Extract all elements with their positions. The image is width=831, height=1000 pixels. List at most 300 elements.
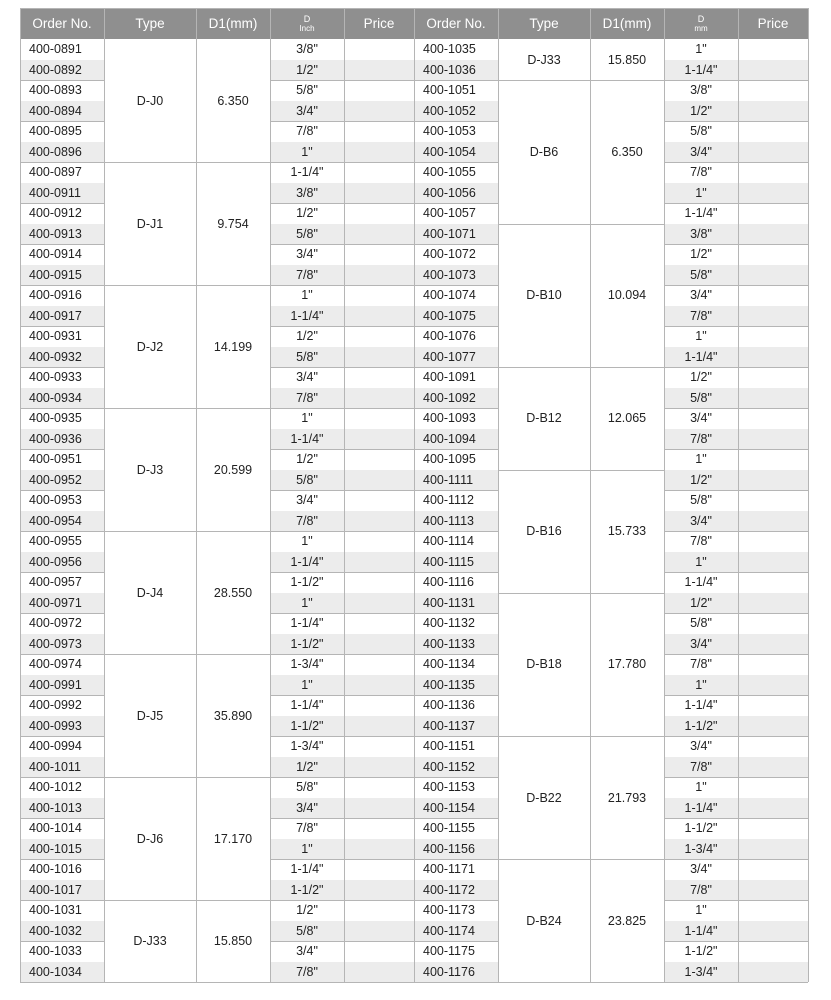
price-cell (738, 265, 808, 286)
order-number-cell: 400-1075 (414, 306, 498, 327)
order-number-cell: 400-0955 (29, 534, 82, 549)
price-cell (738, 777, 808, 798)
price-cell (738, 531, 808, 552)
grid-line (414, 8, 808, 9)
d1-cell: 15.850 (213, 934, 253, 948)
size-cell: 1" (664, 183, 738, 204)
grid-line (104, 982, 270, 983)
order-number-cell: 400-1133 (414, 634, 498, 655)
size-cell: 1" (695, 329, 707, 344)
size-cell: 3/4" (296, 247, 318, 262)
order-number-cell: 400-0974 (29, 657, 82, 672)
size-cell: 1/2" (664, 101, 738, 122)
size-cell: 1/2" (664, 470, 738, 491)
price-cell (344, 634, 414, 655)
grid-line (20, 982, 104, 983)
size-cell: 5/8" (270, 224, 344, 245)
size-cell: 7/8" (690, 534, 712, 549)
order-number-cell: 400-1052 (414, 101, 498, 122)
size-cell: 1-1/4" (684, 698, 718, 713)
price-cell (344, 593, 414, 614)
price-cell (344, 347, 414, 368)
d1-cell: 12.065 (607, 411, 647, 426)
d1-cell: 21.793 (607, 790, 647, 805)
order-number-cell: 400-0911 (20, 183, 104, 204)
order-number-cell: 400-1136 (423, 698, 475, 713)
order-number-cell: 400-1036 (414, 60, 498, 81)
d1-cell: 17.780 (607, 657, 647, 672)
order-number-cell: 400-1176 (414, 962, 498, 983)
d1-cell: 14.199 (213, 339, 253, 354)
size-cell: 1-1/2" (664, 716, 738, 737)
grid-line (738, 8, 739, 982)
order-number-cell: 400-1074 (423, 288, 476, 303)
price-cell (738, 839, 808, 860)
order-number-cell: 400-1095 (423, 452, 476, 467)
grid-line (270, 982, 414, 983)
header-d1: D1(mm) (196, 8, 270, 39)
size-cell: 7/8" (664, 429, 738, 450)
price-cell (738, 675, 808, 696)
type-cell: D-B18 (526, 657, 562, 672)
size-cell: 7/8" (664, 306, 738, 327)
size-cell: 3/4" (664, 142, 738, 163)
price-cell (344, 183, 414, 204)
order-number-cell: 400-1017 (20, 880, 104, 901)
price-cell (738, 818, 808, 839)
size-cell: 3/4" (270, 101, 344, 122)
order-number-cell: 400-0956 (20, 552, 104, 573)
price-cell (738, 429, 808, 450)
size-cell: 1-3/4" (664, 962, 738, 983)
price-cell (738, 60, 808, 81)
price-cell (738, 613, 808, 634)
size-cell: 1/2" (296, 903, 318, 918)
type-cell: D-J6 (136, 831, 164, 846)
price-cell (344, 265, 414, 286)
order-number-cell: 400-0893 (29, 83, 82, 98)
price-cell (344, 142, 414, 163)
order-number-cell: 400-0957 (29, 575, 82, 590)
size-cell: 1" (270, 142, 344, 163)
order-number-cell: 400-0916 (29, 288, 82, 303)
order-number-cell: 400-0895 (29, 124, 82, 139)
order-number-cell: 400-1137 (414, 716, 498, 737)
price-cell (344, 798, 414, 819)
order-number-cell: 400-0934 (20, 388, 104, 409)
type-cell: D-B10 (526, 288, 562, 303)
order-number-cell: 400-0935 (29, 411, 82, 426)
size-cell: 5/8" (270, 347, 344, 368)
order-number-cell: 400-1072 (423, 247, 476, 262)
price-cell (344, 60, 414, 81)
size-cell: 3/4" (296, 370, 318, 385)
size-cell: 1" (270, 839, 344, 860)
price-cell (344, 203, 414, 224)
size-cell: 1" (664, 552, 738, 573)
grid-line (414, 982, 498, 983)
price-cell (738, 962, 808, 983)
size-cell: 3/4" (664, 511, 738, 532)
price-cell (344, 224, 414, 245)
size-cell: 1-3/4" (290, 657, 324, 672)
size-cell: 1/2" (296, 329, 318, 344)
price-cell (738, 470, 808, 491)
d1-cell: 15.850 (607, 52, 647, 67)
order-number-cell: 400-0992 (29, 698, 82, 713)
order-number-cell: 400-0994 (29, 739, 82, 754)
header-type: Type (498, 8, 590, 39)
price-cell (344, 962, 414, 983)
price-cell (738, 572, 808, 593)
size-cell: 5/8" (270, 470, 344, 491)
price-cell (344, 470, 414, 491)
size-cell: 1" (695, 452, 707, 467)
price-cell (344, 900, 414, 921)
order-number-cell: 400-0933 (29, 370, 82, 385)
order-number-cell: 400-0915 (20, 265, 104, 286)
size-cell: 1-1/2" (270, 634, 344, 655)
price-cell (738, 285, 808, 306)
price-cell (344, 162, 414, 183)
price-cell (344, 654, 414, 675)
type-cell: D-B22 (526, 790, 562, 805)
order-number-cell: 400-1152 (414, 757, 498, 778)
order-number-cell: 400-1114 (423, 534, 474, 549)
size-cell: 1" (270, 593, 344, 614)
order-number-cell: 400-1132 (423, 616, 475, 631)
order-number-cell: 400-0954 (20, 511, 104, 532)
size-cell: 1-1/4" (664, 798, 738, 819)
price-cell (344, 306, 414, 327)
grid-line (104, 8, 105, 982)
order-number-cell: 400-0891 (29, 42, 82, 57)
size-cell: 1-1/4" (684, 206, 718, 221)
type-cell: D-B16 (526, 524, 562, 538)
size-cell: 1" (695, 42, 707, 57)
price-cell (738, 593, 808, 614)
order-number-cell: 400-1156 (414, 839, 498, 860)
size-cell: 3/4" (296, 944, 318, 959)
type-cell: D-B6 (529, 144, 559, 159)
header-d-size (270, 8, 344, 39)
price-cell (344, 326, 414, 347)
price-cell (344, 859, 414, 880)
size-cell: 3/8" (270, 183, 344, 204)
order-number-cell: 400-0953 (29, 493, 82, 508)
price-cell (738, 408, 808, 429)
price-cell (344, 80, 414, 101)
size-cell: 7/8" (270, 962, 344, 983)
size-cell: 1-1/2" (684, 944, 718, 959)
size-cell: 1" (695, 780, 707, 795)
order-number-cell: 400-1014 (29, 821, 82, 836)
grid-line (270, 8, 271, 982)
size-cell: 1-1/4" (290, 698, 324, 713)
type-cell: D-B12 (526, 411, 562, 426)
d1-cell: 10.094 (607, 288, 647, 303)
header-d-label: D (697, 13, 705, 24)
order-number-cell: 400-0936 (20, 429, 104, 450)
type-cell: D-J4 (136, 585, 164, 600)
order-number-cell: 400-0931 (29, 329, 82, 344)
price-cell (738, 449, 808, 470)
price-cell (344, 490, 414, 511)
price-cell (738, 511, 808, 532)
size-cell: 1-1/4" (664, 60, 738, 81)
order-number-cell: 400-1035 (423, 42, 476, 57)
size-cell: 7/8" (690, 165, 712, 180)
size-cell: 1-1/2" (270, 716, 344, 737)
type-cell: D-J33 (527, 52, 561, 67)
order-number-cell: 400-1111 (414, 470, 498, 491)
price-cell (344, 757, 414, 778)
size-cell: 3/4" (664, 634, 738, 655)
order-number-cell: 400-1174 (414, 921, 498, 942)
d1-cell: 35.890 (213, 708, 253, 723)
price-cell (738, 121, 808, 142)
price-cell (344, 449, 414, 470)
size-cell: 3/8" (664, 224, 738, 245)
price-cell (738, 388, 808, 409)
size-cell: 1-1/2" (270, 880, 344, 901)
header-order-no: Order No. (20, 8, 104, 39)
order-number-cell: 400-0972 (29, 616, 82, 631)
type-cell: D-J2 (136, 339, 164, 354)
order-number-cell: 400-1173 (423, 903, 475, 918)
price-cell (344, 244, 414, 265)
size-cell: 7/8" (270, 388, 344, 409)
price-cell (738, 244, 808, 265)
price-cell (344, 839, 414, 860)
size-cell: 5/8" (664, 388, 738, 409)
order-number-cell: 400-1115 (414, 552, 498, 573)
order-number-cell: 400-0912 (29, 206, 82, 221)
size-cell: 5/8" (664, 265, 738, 286)
price-cell (344, 531, 414, 552)
order-number-cell: 400-1116 (423, 575, 474, 590)
price-table (20, 8, 808, 990)
size-cell: 1/2" (690, 370, 712, 385)
order-number-cell: 400-1093 (423, 411, 476, 426)
size-cell: 1/2" (664, 593, 738, 614)
price-cell (738, 654, 808, 675)
order-number-cell: 400-1012 (29, 780, 82, 795)
size-cell: 1" (664, 675, 738, 696)
size-cell: 1/2" (270, 757, 344, 778)
size-cell: 7/8" (296, 821, 318, 836)
order-number-cell: 400-1153 (423, 780, 475, 795)
order-number-cell: 400-1033 (29, 944, 82, 959)
size-cell: 1" (301, 534, 313, 549)
size-cell: 7/8" (664, 880, 738, 901)
grid-line (20, 8, 414, 9)
price-cell (738, 203, 808, 224)
order-number-cell: 400-0993 (20, 716, 104, 737)
type-cell: D-J1 (136, 216, 164, 231)
order-number-cell: 400-0917 (20, 306, 104, 327)
price-cell (738, 162, 808, 183)
price-cell (738, 716, 808, 737)
grid-line (498, 982, 664, 983)
price-cell (344, 941, 414, 962)
size-cell: 1-3/4" (664, 839, 738, 860)
grid-line (344, 8, 345, 982)
price-cell (738, 900, 808, 921)
size-cell: 7/8" (296, 124, 318, 139)
price-cell (344, 511, 414, 532)
order-number-cell: 400-1171 (423, 862, 475, 877)
size-cell: 1/2" (296, 206, 318, 221)
order-number-cell: 400-1135 (414, 675, 498, 696)
type-cell: D-J0 (136, 93, 164, 108)
order-number-cell: 400-1154 (414, 798, 498, 819)
size-cell: 5/8" (296, 83, 318, 98)
size-cell: 1-1/4" (664, 347, 738, 368)
grid-line (664, 982, 808, 983)
size-cell: 1/2" (690, 247, 712, 262)
order-number-cell: 400-1172 (414, 880, 498, 901)
order-number-cell: 400-1134 (423, 657, 475, 672)
size-cell: 1" (301, 411, 313, 426)
order-number-cell: 400-0971 (20, 593, 104, 614)
grid-line (498, 8, 499, 982)
price-cell (738, 634, 808, 655)
order-number-cell: 400-1056 (414, 183, 498, 204)
grid-line (808, 8, 809, 982)
price-cell (344, 285, 414, 306)
grid-line (414, 8, 415, 982)
order-number-cell: 400-1011 (20, 757, 104, 778)
size-cell: 1-1/4" (290, 165, 324, 180)
order-number-cell: 400-1112 (423, 493, 474, 508)
order-number-cell: 400-0914 (29, 247, 82, 262)
size-cell: 3/4" (296, 493, 318, 508)
price-cell (738, 39, 808, 60)
header-d-unit: mm (694, 23, 708, 33)
order-number-cell: 400-1092 (414, 388, 498, 409)
size-cell: 1" (301, 288, 313, 303)
size-cell: 7/8" (270, 265, 344, 286)
grid-line (590, 8, 591, 982)
d1-cell: 15.733 (607, 524, 647, 538)
price-cell (738, 367, 808, 388)
order-number-cell: 400-1071 (414, 224, 498, 245)
order-number-cell: 400-0951 (29, 452, 82, 467)
order-number-cell: 400-0973 (20, 634, 104, 655)
price-cell (344, 777, 414, 798)
size-cell: 5/8" (296, 780, 318, 795)
grid-line (196, 8, 197, 982)
price-cell (738, 326, 808, 347)
price-cell (344, 408, 414, 429)
size-cell: 1-1/2" (684, 821, 718, 836)
d1-cell: 23.825 (607, 913, 647, 928)
price-cell (344, 716, 414, 737)
header-d-unit: Inch (299, 23, 315, 33)
type-cell: D-J33 (133, 934, 167, 948)
order-number-cell: 400-1031 (29, 903, 82, 918)
order-number-cell: 400-1016 (29, 862, 82, 877)
price-cell (344, 101, 414, 122)
order-number-cell: 400-0991 (20, 675, 104, 696)
order-number-cell: 400-0894 (20, 101, 104, 122)
size-cell: 3/4" (690, 862, 712, 877)
order-number-cell: 400-1013 (20, 798, 104, 819)
d1-cell: 6.350 (611, 144, 643, 159)
type-cell: D-B24 (526, 913, 562, 928)
size-cell: 1-1/2" (290, 575, 324, 590)
size-cell: 5/8" (690, 124, 712, 139)
price-cell (738, 183, 808, 204)
price-cell (344, 367, 414, 388)
size-cell: 7/8" (690, 657, 712, 672)
size-cell: 3/8" (296, 42, 318, 57)
header-price: Price (738, 8, 808, 39)
price-cell (738, 80, 808, 101)
size-cell: 7/8" (664, 757, 738, 778)
size-cell: 1-1/4" (664, 921, 738, 942)
price-cell (344, 39, 414, 60)
size-cell: 3/4" (270, 798, 344, 819)
size-cell: 1-3/4" (290, 739, 324, 754)
price-cell (344, 429, 414, 450)
size-cell: 3/4" (690, 739, 712, 754)
size-cell: 3/4" (690, 288, 712, 303)
size-cell: 3/8" (690, 83, 712, 98)
size-cell: 1-1/4" (684, 575, 718, 590)
size-cell: 7/8" (270, 511, 344, 532)
price-cell (738, 552, 808, 573)
size-cell: 1/2" (270, 60, 344, 81)
price-cell (344, 613, 414, 634)
header-d-label: D (303, 13, 311, 24)
type-cell: D-J3 (136, 462, 164, 477)
price-cell (738, 859, 808, 880)
price-cell (738, 736, 808, 757)
price-cell (738, 798, 808, 819)
d1-cell: 20.599 (213, 462, 253, 477)
order-number-cell: 400-1113 (414, 511, 498, 532)
order-number-cell: 400-1051 (423, 83, 476, 98)
order-number-cell: 400-1073 (414, 265, 498, 286)
size-cell: 1-1/4" (270, 429, 344, 450)
size-cell: 5/8" (690, 616, 712, 631)
price-cell (344, 921, 414, 942)
type-cell: D-J5 (136, 708, 164, 723)
d1-cell: 28.550 (213, 585, 253, 600)
price-cell (738, 757, 808, 778)
price-cell (738, 880, 808, 901)
order-number-cell: 400-1155 (423, 821, 475, 836)
order-number-cell: 400-1034 (20, 962, 104, 983)
header-order-no: Order No. (414, 8, 498, 39)
order-number-cell: 400-1055 (423, 165, 476, 180)
price-cell (738, 101, 808, 122)
order-number-cell: 400-1032 (20, 921, 104, 942)
price-cell (738, 490, 808, 511)
d1-cell: 17.170 (213, 831, 253, 846)
order-number-cell: 400-1057 (423, 206, 476, 221)
order-number-cell: 400-1091 (423, 370, 476, 385)
order-number-cell: 400-1053 (423, 124, 476, 139)
price-cell (344, 880, 414, 901)
order-number-cell: 400-1076 (423, 329, 476, 344)
price-cell (738, 142, 808, 163)
price-cell (738, 941, 808, 962)
order-number-cell: 400-0913 (20, 224, 104, 245)
order-number-cell: 400-1151 (423, 739, 475, 754)
